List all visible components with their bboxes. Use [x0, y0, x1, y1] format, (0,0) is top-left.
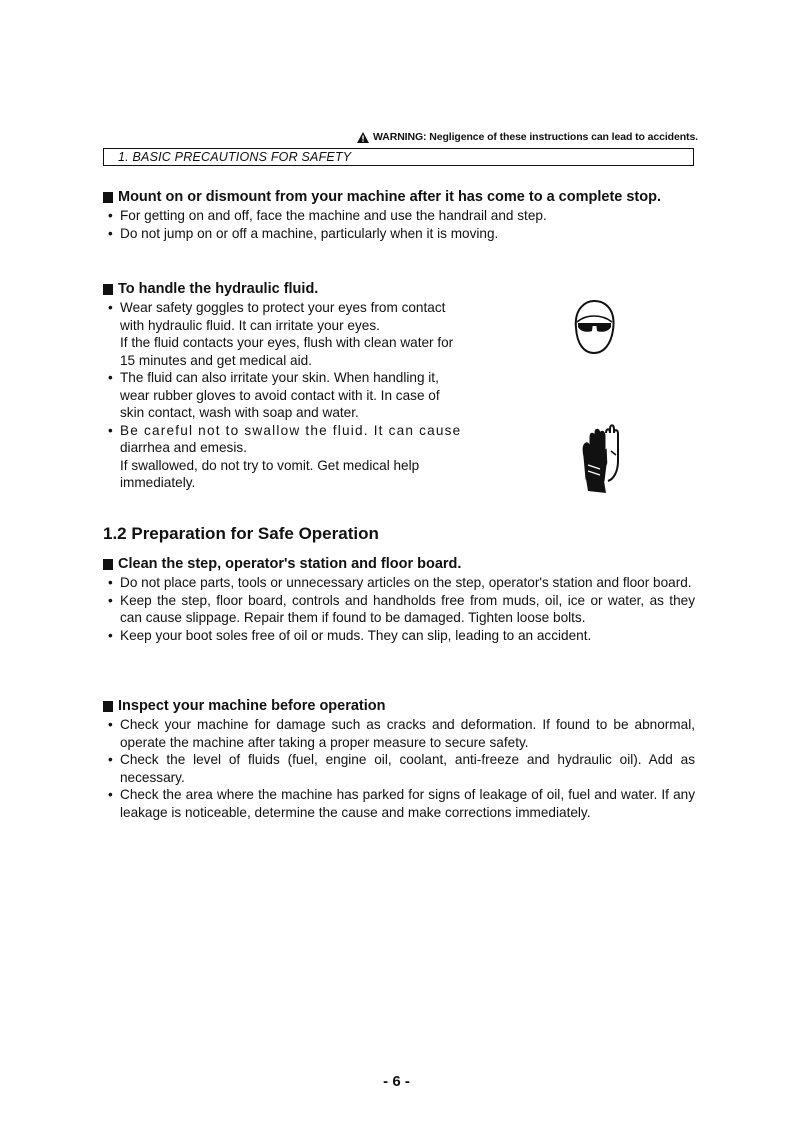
section-title-box	[103, 148, 694, 166]
warning-triangle-icon	[357, 132, 369, 143]
list-item: • Check the area where the machine has parked for signs of leakage of oil, fuel and water. If any leakage is noticeable, determine the cause and make corrections immediately.	[103, 786, 695, 821]
safety-goggles-icon	[566, 298, 622, 356]
list-item: • Wear safety goggles to protect your eyes from contact with hydraulic fluid. It can irritate your eyes. If the fluid contacts your eyes, flush with clean water for 15 minutes and get medical aid.	[103, 299, 483, 369]
square-bullet-icon	[103, 701, 113, 712]
mount-section	[103, 187, 703, 242]
list-item: • Keep the step, floor board, controls and handholds free from muds, oil, ice or water, as they can cause slippage. Repair them if found to be damaged. Tighten loose bolts.	[103, 592, 695, 627]
clean-list	[103, 574, 695, 644]
list-item: • Be careful not to swallow the fluid. It can cause diarrhea and emesis. If swallowed, do not try to vomit. Get medical help immediately.	[103, 422, 483, 492]
page-number: - 6 -	[383, 1073, 410, 1090]
square-bullet-icon	[103, 559, 113, 570]
list-item: • Do not jump on or off a machine, particularly when it is moving.	[103, 225, 703, 243]
hydraulic-heading: To handle the hydraulic fluid.	[103, 279, 483, 299]
inspect-section	[103, 696, 695, 821]
list-item: • Do not place parts, tools or unnecessary articles on the step, operator's station and floor board.	[103, 574, 695, 592]
clean-section	[103, 554, 695, 644]
mount-list	[103, 207, 703, 242]
list-item: • Keep your boot soles free of oil or muds. They can slip, leading to an accident.	[103, 627, 695, 645]
list-item: • Check the level of fluids (fuel, engine oil, coolant, anti-freeze and hydraulic oil). Add as necessary.	[103, 751, 695, 786]
warning-notice	[357, 131, 698, 143]
list-item: • The fluid can also irritate your skin. When handling it, wear rubber gloves to avoid contact with it. In case of skin contact, wash with soap and water.	[103, 369, 483, 422]
list-item: • Check your machine for damage such as cracks and deformation. If found to be abnormal, operate the machine after taking a proper measure to secure safety.	[103, 716, 695, 751]
rubber-gloves-icon	[578, 421, 624, 493]
inspect-list	[103, 716, 695, 821]
square-bullet-icon	[103, 284, 113, 295]
square-bullet-icon	[103, 192, 113, 203]
mount-heading: Mount on or dismount from your machine after it has come to a complete stop.	[103, 187, 703, 207]
clean-heading: Clean the step, operator's station and floor board.	[103, 554, 695, 574]
hydraulic-section	[103, 279, 483, 492]
inspect-heading: Inspect your machine before operation	[103, 696, 695, 716]
list-item: • For getting on and off, face the machine and use the handrail and step.	[103, 207, 703, 225]
section-1-2-title: 1.2 Preparation for Safe Operation	[103, 524, 379, 543]
section-title: 1. BASIC PRECAUTIONS FOR SAFETY	[118, 150, 352, 164]
hydraulic-list	[103, 299, 483, 492]
warning-text: WARNING: Negligence of these instructions can lead to accidents.	[373, 131, 698, 143]
